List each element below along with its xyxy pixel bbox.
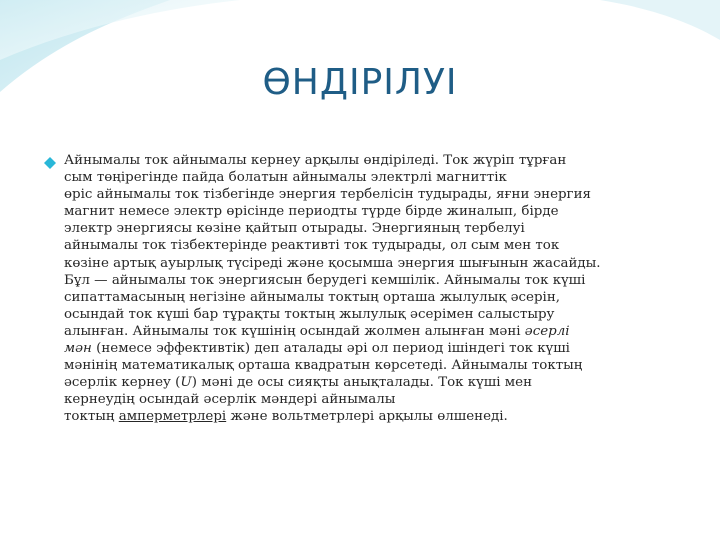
line-text: және вольтметрлері арқылы өлшенеді. <box>226 409 508 425</box>
line-text: осындай ток күші бар тұрақты токтың жылулық әсерімен салыстыру <box>64 306 555 322</box>
line-text: өріс айнымалы ток тізбегінде энергия тербелісін тудырады, яғни энергия <box>64 187 591 203</box>
text-line <box>64 237 686 254</box>
body-paragraph <box>64 152 686 426</box>
line-text: айнымалы ток тізбектерінде реактивті ток тудырады, ол сым мен ток <box>64 238 560 254</box>
slide-title: ӨНДІРІЛУІ <box>262 62 458 103</box>
text-line <box>64 408 686 425</box>
text-line <box>64 220 686 237</box>
italic-term: әсерлі <box>524 323 570 339</box>
text-line <box>64 306 686 323</box>
line-text: токтың <box>64 409 119 425</box>
line-text: (немесе эффективтік) деп аталады әрі ол период ішіндегі ток күші <box>91 341 570 357</box>
line-text: сипаттамасының негізіне айнымалы токтың орташа жылулық әсерін, <box>64 289 561 305</box>
text-line <box>64 289 686 306</box>
text-line <box>64 374 686 391</box>
italic-term: мән <box>64 341 92 357</box>
line-text: көзіне артық ауырлық түсіреді және қосымша энергия шығынын жасайды. <box>64 255 601 271</box>
line-text: әсерлік кернеу ( <box>64 375 181 391</box>
text-line <box>64 323 686 340</box>
text-line <box>64 340 686 357</box>
line-text: алынған. Айнымалы ток күшінің осындай жолмен алынған мәні <box>64 323 525 339</box>
text-line <box>64 169 686 186</box>
ammeter-link[interactable]: амперметрлері <box>118 409 227 425</box>
text-line <box>64 186 686 203</box>
line-text: ) мәні де осы сияқты анықталады. Ток күші мен <box>191 375 532 391</box>
line-text: сым төңірегінде пайда болатын айнымалы электрлі магниттік <box>64 170 507 186</box>
line-text: Айнымалы ток айнымалы кернеу арқылы өндіріледі. Ток жүріп тұрған <box>64 153 567 168</box>
bullet-list-item <box>46 152 686 426</box>
line-text: магнит немесе электр өрісінде периодты түрде бірде жиналып, бірде <box>64 204 559 220</box>
text-line <box>64 357 686 374</box>
line-text: Бұл — айнымалы ток энергиясын берудегі кемшілік. Айнымалы ток күші <box>64 272 586 288</box>
line-text: электр энергиясы көзіне қайтып отырады. Энергияның тербелуі <box>64 221 525 237</box>
text-line <box>64 272 686 289</box>
right-corner-wave <box>600 0 720 40</box>
text-line <box>64 255 686 272</box>
italic-term: U <box>180 375 192 391</box>
text-line <box>64 203 686 220</box>
line-text: мәнінің математикалық орташа квадратын көрсетеді. Айнымалы токтың <box>64 358 583 374</box>
line-text: кернеудің осындай әсерлік мәндері айнымалы <box>64 392 396 408</box>
text-line <box>64 391 686 408</box>
text-line <box>64 152 686 169</box>
bullet-diamond-icon <box>44 157 56 163</box>
